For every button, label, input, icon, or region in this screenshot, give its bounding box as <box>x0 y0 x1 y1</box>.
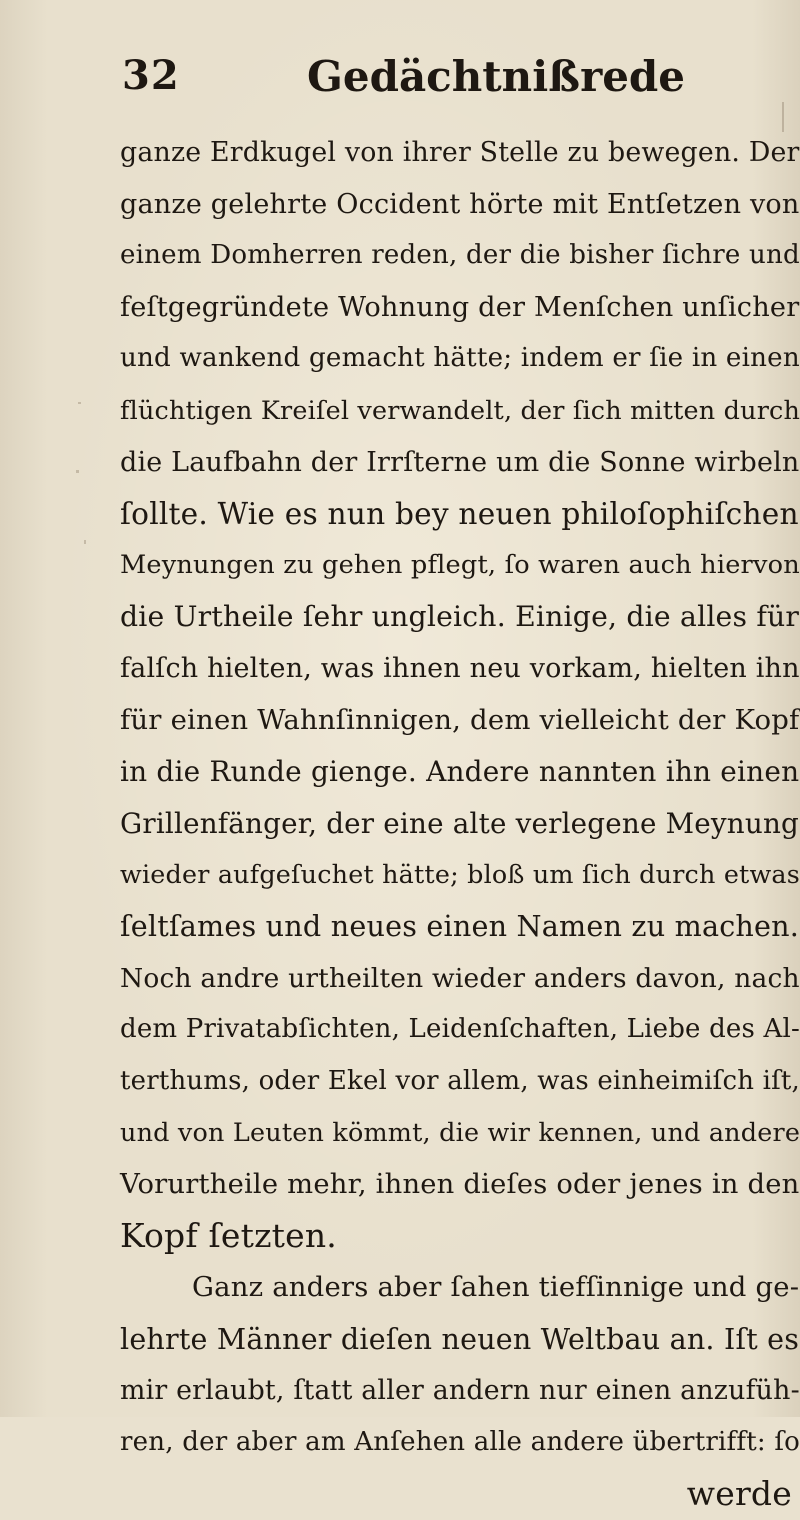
text-line: und von Leuten kömmt, die wir kennen, und andere <box>120 1117 800 1148</box>
text-line: wieder aufgeſuchet hätte; bloß um ſich durch etwas <box>120 859 800 890</box>
text-line: flüchtigen Kreiſel verwandelt, der ſich mitten durch <box>120 394 800 425</box>
text-line: und wankend gemacht hätte; indem er ſie in einen <box>120 343 800 374</box>
print-speck <box>78 402 81 404</box>
text-line: ganze gelehrte Occident hörte mit Entſetzen von <box>120 188 800 220</box>
text-line: feſtgegründete Wohnung der Menſchen unſicher <box>120 291 800 323</box>
page-header <box>122 50 742 110</box>
running-title: Gedächtnißrede <box>307 52 686 101</box>
text-line: in die Runde gienge. Andere nannten ihn einen <box>120 755 800 789</box>
text-line: die Urtheile ſehr ungleich. Einige, die alles für <box>120 600 800 634</box>
page-number: 32 <box>122 52 180 99</box>
text-line: ſollte. Wie es nun bey neuen philoſophiſchen <box>120 496 799 532</box>
text-line: Ganz anders aber ſahen tiefſinnige und ge- <box>192 1271 800 1304</box>
text-line: lehrte Männer dieſen neuen Weltbau an. Iſt es <box>120 1321 800 1356</box>
text-line: ganze Erdkugel von ihrer Stelle zu bewegen. Der <box>120 137 800 168</box>
text-line: mir erlaubt, ſtatt aller andern nur einen anzufüh- <box>120 1375 800 1407</box>
text-line: Kopf ſetzten. <box>120 1216 337 1256</box>
text-line: dem Privatabſichten, Leidenſchaften, Liebe des Al- <box>120 1014 800 1045</box>
text-line: ſeltſames und neues einen Namen zu machen. <box>120 908 800 943</box>
text-line: die Laufbahn der Irrſterne um die Sonne wirbeln <box>120 446 800 478</box>
text-line: Noch andre urtheilten wieder anders davon, nach <box>120 962 800 994</box>
body-text <box>120 127 798 1520</box>
text-line: terthums, oder Ekel vor allem, was einheimiſch iſt, <box>120 1065 800 1096</box>
catchword: werde <box>686 1474 792 1514</box>
text-line: Vorurtheile mehr, ihnen dieſes oder jenes in den <box>120 1168 800 1200</box>
text-line: einem Domherren reden, der die bisher ſichre und <box>120 240 800 271</box>
print-speck <box>76 470 79 473</box>
text-line: Grillenfänger, der eine alte verlegene Meynung <box>120 806 800 840</box>
text-line: ren, der aber am Anſehen alle andere übertrifft: ſo <box>120 1426 800 1457</box>
print-speck <box>782 102 784 132</box>
text-line: Meynungen zu gehen pflegt, ſo waren auch hiervon <box>120 549 800 580</box>
text-line: falſch hielten, was ihnen neu vorkam, hielten ihn <box>120 652 800 684</box>
text-line: für einen Wahnſinnigen, dem vielleicht der Kopf <box>120 703 800 736</box>
print-speck <box>84 540 86 544</box>
